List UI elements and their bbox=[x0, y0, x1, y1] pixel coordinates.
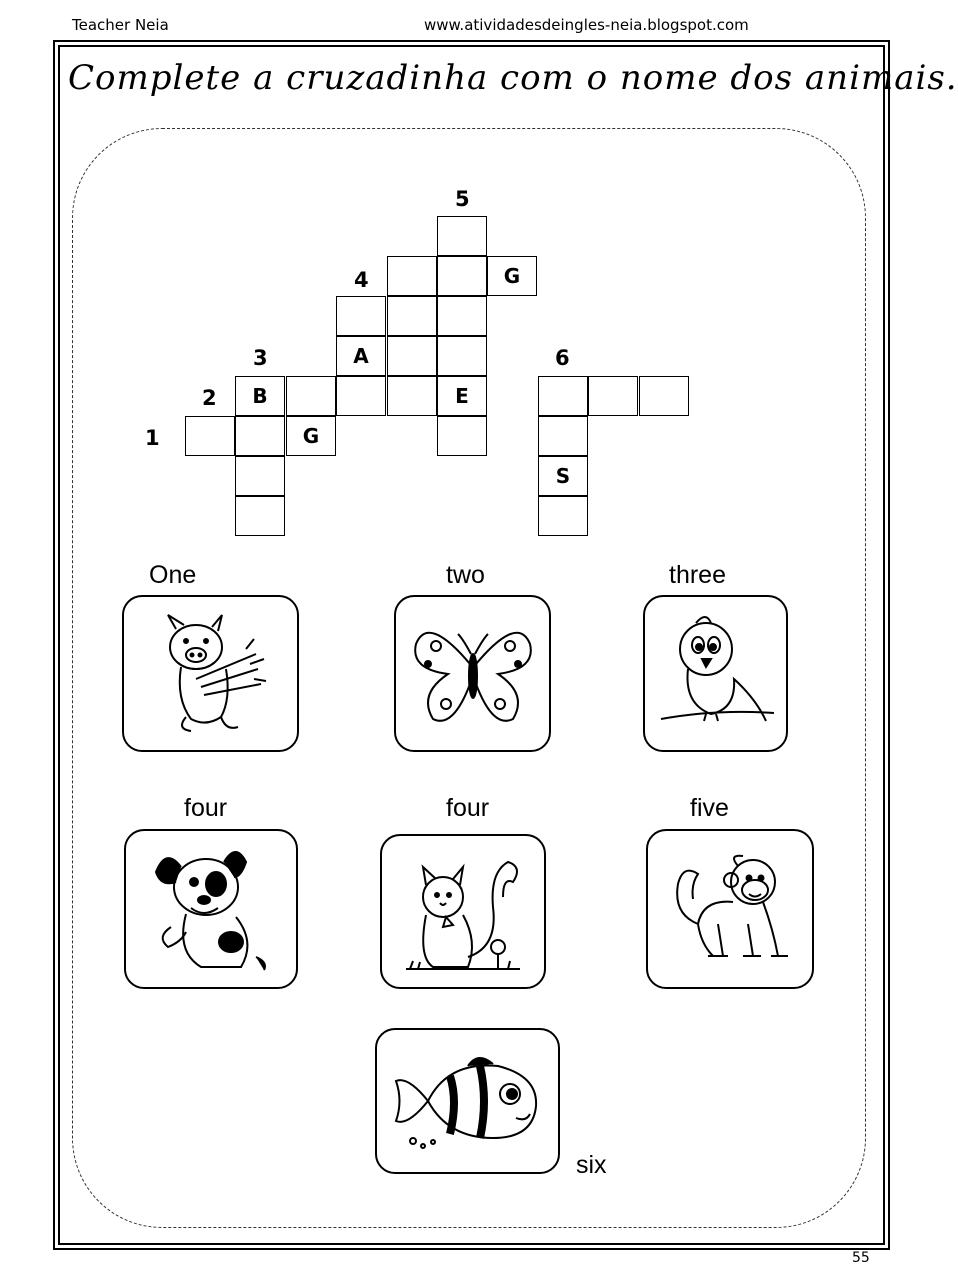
clue-number-1: 1 bbox=[145, 426, 160, 450]
crossword-cell[interactable] bbox=[235, 456, 285, 496]
picture-card-bird bbox=[643, 595, 788, 752]
picture-card-cat bbox=[380, 834, 546, 989]
picture-label-three: three bbox=[669, 561, 726, 589]
crossword-cell[interactable] bbox=[639, 376, 689, 416]
clue-number-4: 4 bbox=[354, 268, 369, 292]
crossword-cell-s[interactable]: S bbox=[538, 456, 588, 496]
crossword-cell[interactable] bbox=[387, 256, 437, 296]
picture-card-pig bbox=[122, 595, 299, 752]
crossword-cell-a[interactable]: A bbox=[336, 336, 386, 376]
page-title: Complete a cruzadinha com o nome dos animais. bbox=[68, 58, 958, 98]
fish-icon bbox=[388, 1046, 548, 1156]
monkey-icon bbox=[663, 844, 798, 974]
bird-icon bbox=[656, 609, 776, 739]
clue-number-3: 3 bbox=[253, 346, 268, 370]
crossword-cell[interactable] bbox=[235, 496, 285, 536]
crossword-cell[interactable] bbox=[235, 416, 285, 456]
picture-card-fish bbox=[375, 1028, 560, 1174]
picture-label-five: five bbox=[690, 794, 729, 822]
butterfly-icon bbox=[408, 614, 538, 734]
picture-card-monkey bbox=[646, 829, 814, 989]
blog-url: www.atividadesdeingles-neia.blogspot.com bbox=[424, 16, 749, 34]
crossword-cell[interactable] bbox=[185, 416, 235, 456]
picture-card-dog bbox=[124, 829, 298, 989]
crossword-cell[interactable] bbox=[387, 296, 437, 336]
crossword-cell[interactable] bbox=[538, 416, 588, 456]
author-name: Teacher Neia bbox=[72, 16, 169, 34]
crossword-cell-e[interactable]: E bbox=[437, 376, 487, 416]
picture-card-butterfly bbox=[394, 595, 551, 752]
crossword-cell[interactable] bbox=[336, 376, 386, 416]
clue-number-2: 2 bbox=[202, 386, 217, 410]
crossword-cell[interactable] bbox=[387, 336, 437, 376]
crossword-cell-b[interactable]: B bbox=[235, 376, 285, 416]
page-number: 55 bbox=[852, 1250, 870, 1266]
crossword-cell[interactable] bbox=[437, 416, 487, 456]
crossword-cell[interactable] bbox=[286, 376, 336, 416]
dog-icon bbox=[146, 842, 276, 977]
picture-label-four-a: four bbox=[184, 794, 228, 822]
crossword-cell[interactable] bbox=[437, 256, 487, 296]
pig-icon bbox=[146, 609, 276, 739]
clue-number-6: 6 bbox=[555, 346, 570, 370]
clue-number-5: 5 bbox=[455, 187, 470, 211]
crossword-cell[interactable] bbox=[437, 216, 487, 256]
crossword-cell[interactable] bbox=[588, 376, 638, 416]
crossword-cell[interactable] bbox=[387, 376, 437, 416]
crossword-cell-g[interactable]: G bbox=[487, 256, 537, 296]
crossword-cell[interactable] bbox=[538, 496, 588, 536]
picture-label-four-b: four bbox=[446, 794, 490, 822]
crossword-cell[interactable] bbox=[538, 376, 588, 416]
picture-label-two: two bbox=[446, 561, 485, 589]
crossword-cell[interactable] bbox=[437, 296, 487, 336]
crossword-cell[interactable] bbox=[336, 296, 386, 336]
picture-label-one: One bbox=[149, 561, 197, 589]
cat-icon bbox=[398, 847, 528, 977]
crossword-cell[interactable] bbox=[437, 336, 487, 376]
picture-label-six: six bbox=[576, 1151, 607, 1179]
crossword-cell-g[interactable]: G bbox=[286, 416, 336, 456]
